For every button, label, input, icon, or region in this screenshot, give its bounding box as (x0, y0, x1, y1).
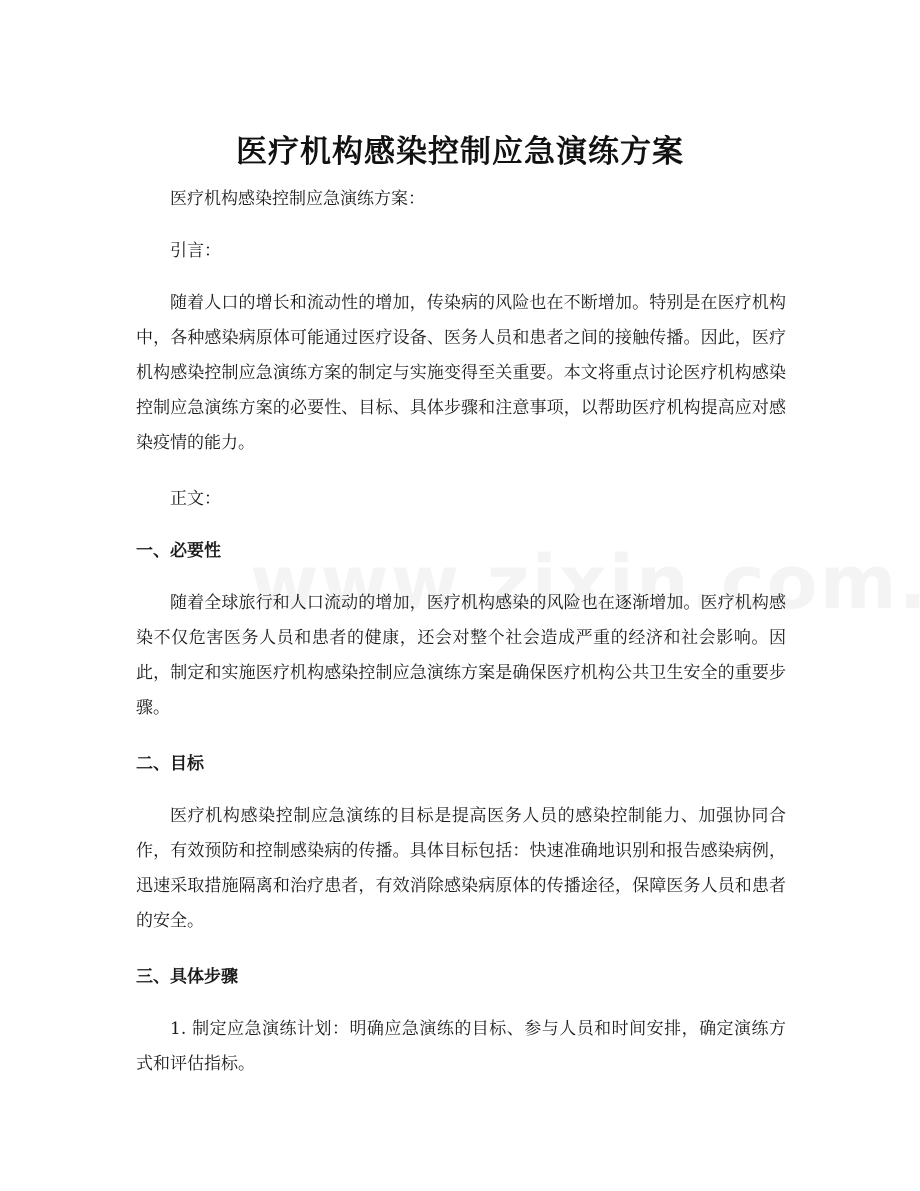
body-label: 正文： (170, 489, 221, 509)
document-body (136, 182, 786, 1082)
section-heading-necessity: 一、必要性 (136, 541, 221, 561)
preface-label: 引言： (170, 241, 221, 261)
section-heading-goals: 二、目标 (136, 754, 204, 774)
intro-label: 医疗机构感染控制应急演练方案： (170, 189, 425, 209)
preface-paragraph: 随着人口的增长和流动性的增加，传染病的风险也在不断增加。特别是在医疗机构中，各种感染病原体可能通过医疗设备、医务人员和患者之间的接触传播。因此，医疗机构感染控制应急演练方案的制定与实施变得至关重要。本文将重点讨论医疗机构感染控制应急演练方案的必要性、目标、具体步骤和注意事项，以帮助医疗机构提高应对感染疫情的能力。 (136, 293, 786, 453)
section-paragraph-goals: 医疗机构感染控制应急演练的目标是提高医务人员的感染控制能力、加强协同合作，有效预防和控制感染病的传播。具体目标包括：快速准确地识别和报告感染病例，迅速采取措施隔离和治疗患者，有效消除感染病原体的传播途径，保障医务人员和患者的安全。 (136, 806, 786, 931)
document-title: 医疗机构感染控制应急演练方案 (236, 133, 684, 170)
section-paragraph-necessity: 随着全球旅行和人口流动的增加，医疗机构感染的风险也在逐渐增加。医疗机构感染不仅危害医务人员和患者的健康，还会对整个社会造成严重的经济和社会影响。因此，制定和实施医疗机构感染控制应急演练方案是确保医疗机构公共卫生安全的重要步骤。 (136, 593, 786, 718)
section-paragraph-steps: 1. 制定应急演练计划：明确应急演练的目标、参与人员和时间安排，确定演练方式和评估指标。 (136, 1019, 786, 1074)
section-heading-steps: 三、具体步骤 (136, 967, 238, 987)
